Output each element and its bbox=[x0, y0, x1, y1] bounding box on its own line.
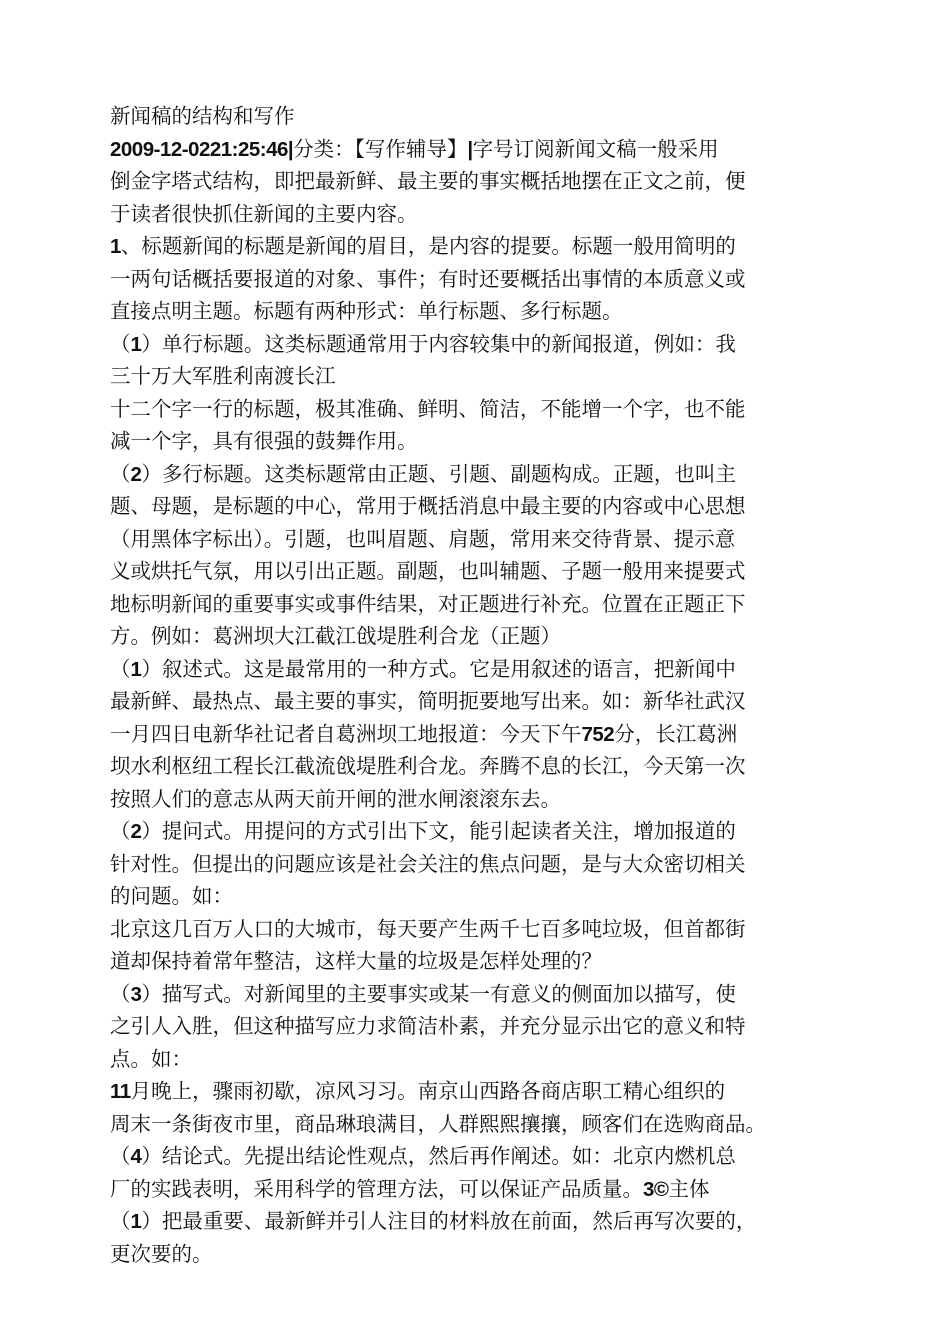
post-category: 分类：【写作辅导】 bbox=[293, 136, 468, 161]
text-line: 义或烘托气氛，用以引出正题。副题，也叫辅题、子题一般用来提要式 bbox=[110, 559, 746, 583]
item-number: 2 bbox=[130, 462, 142, 486]
text-span: ）把最重要、最新鲜并引人注目的材料放在前面，然后再写次要的， bbox=[141, 1209, 757, 1233]
text-span: ）描写式。对新闻里的主要事实或某一有意义的侧面加以描写，使 bbox=[141, 981, 736, 1006]
item-number: 1 bbox=[130, 332, 142, 356]
text-line: 的问题。如： bbox=[110, 884, 233, 908]
text-line: 三十万大军胜利南渡长江 bbox=[110, 364, 336, 388]
text-line: 直接点明主题。标题有两种形式：单行标题、多行标题。 bbox=[110, 299, 623, 323]
document-title: 新闻稿的结构和写作 bbox=[110, 104, 295, 128]
meta-rest: 字号订阅新闻文稿一般采用 bbox=[472, 136, 719, 161]
text-line bbox=[110, 328, 845, 361]
item-number: 4 bbox=[130, 1145, 142, 1168]
item-number: 2 bbox=[130, 820, 142, 843]
text-line: 倒金字塔式结构，即把最新鲜、最主要的事实概括地摆在正文之前，便 bbox=[110, 169, 746, 193]
text-line: 按照人们的意志从两天前开闸的泄水闸滚滚东去。 bbox=[110, 786, 561, 811]
separator: | bbox=[467, 137, 473, 161]
item-number: 3 bbox=[130, 982, 142, 1006]
text-line: 题、母题，是标题的中心，常用于概括消息中最主要的内容或中心思想 bbox=[110, 494, 746, 518]
text-line: 地标明新闻的重要事实或事件结果，对正题进行补充。位置在正题正下 bbox=[110, 591, 746, 616]
post-datetime: 2009-12-0221:25:46| bbox=[110, 137, 294, 161]
text-line: 之引人入胜，但这种描写应力求简洁朴素，并充分显示出它的意义和特 bbox=[110, 1014, 746, 1038]
text-span: ）多行标题。这类标题常由正题、引题、副题构成。正题，也叫主 bbox=[141, 461, 736, 486]
text-line bbox=[110, 458, 845, 491]
text-line bbox=[110, 230, 845, 263]
paren: （ bbox=[110, 656, 131, 681]
text-line: 方。例如：葛洲坝大江截江戗堤胜利合龙（正题） bbox=[110, 624, 561, 648]
paren: （ bbox=[110, 1144, 131, 1168]
text-line bbox=[110, 978, 845, 1011]
text-line bbox=[110, 718, 845, 751]
text-line: 更次要的。 bbox=[110, 1241, 213, 1266]
text-line: 减一个字，具有很强的鼓舞作用。 bbox=[110, 429, 418, 453]
time-number: 752 bbox=[581, 722, 615, 746]
section-number: 1 bbox=[110, 235, 121, 258]
text-span: ）叙述式。这是最常用的一种方式。它是用叙述的语言，把新闻中 bbox=[141, 656, 736, 681]
paren: （ bbox=[110, 981, 131, 1006]
item-number: 1 bbox=[130, 657, 142, 681]
text-line bbox=[110, 1075, 845, 1108]
text-span: 月晚上，骤雨初歇，凉风习习。南京山西路各商店职工精心组织的 bbox=[130, 1079, 726, 1103]
paren: （ bbox=[110, 461, 131, 486]
text-line bbox=[110, 1205, 845, 1238]
text-line: 北京这几百万人口的大城市，每天要产生两千七百多吨垃圾，但首都街 bbox=[110, 916, 746, 941]
text-line bbox=[110, 653, 845, 686]
text-line bbox=[110, 1173, 845, 1206]
month-number: 11 bbox=[110, 1080, 131, 1103]
text-line bbox=[110, 815, 845, 848]
paren: （ bbox=[110, 1209, 131, 1233]
text-line: 周末一条街夜市里，商品琳琅满目，人群熙熙攘攘，顾客们在选购商品。 bbox=[110, 1111, 766, 1136]
item-number: 1 bbox=[130, 1210, 142, 1233]
text-span: 一月四日电新华社记者自葛洲坝工地报道：今天下午 bbox=[110, 721, 582, 746]
text-line: 于读者很快抓住新闻的主要内容。 bbox=[110, 201, 418, 226]
text-span: ）单行标题。这类标题通常用于内容较集中的新闻报道，例如：我 bbox=[141, 331, 736, 356]
text-line: 点。如： bbox=[110, 1046, 192, 1071]
text-span: ）提问式。用提问的方式引出下文，能引起读者关注，增加报道的 bbox=[141, 819, 736, 843]
text-span: 分，长江葛洲 bbox=[614, 721, 738, 746]
text-line: 一两句话概括要报道的对象、事件；有时还要概括出事情的本质意义或 bbox=[110, 266, 746, 291]
paren: （ bbox=[110, 819, 131, 843]
text-line: 道却保持着常年整洁，这样大量的垃圾是怎样处理的？ bbox=[110, 949, 602, 973]
document-body bbox=[110, 100, 845, 1270]
paren: （ bbox=[110, 331, 131, 356]
text-line bbox=[110, 1140, 845, 1173]
text-span: 主体 bbox=[668, 1176, 710, 1201]
text-span: 厂的实践表明，采用科学的管理方法，可以保证产品质量。 bbox=[110, 1176, 643, 1201]
text-line: （用黑体字标出）。引题，也叫眉题、肩题，常用来交待背景、提示意 bbox=[110, 526, 736, 551]
section-number: 3© bbox=[643, 1177, 669, 1201]
text-line: 针对性。但提出的问题应该是社会关注的焦点问题，是与大众密切相关 bbox=[110, 851, 746, 876]
text-span: ）结论式。先提出结论性观点，然后再作阐述。如：北京内燃机总 bbox=[141, 1144, 736, 1168]
text-line: 十二个字一行的标题，极其准确、鲜明、简洁，不能增一个字，也不能 bbox=[110, 396, 746, 421]
text-span: 、标题新闻的标题是新闻的眉目，是内容的提要。标题一般用简明的 bbox=[120, 234, 736, 258]
text-line: 坝水利枢纽工程长江截流戗堤胜利合龙。奔腾不息的长江，今天第一次 bbox=[110, 754, 746, 778]
text-line: 最新鲜、最热点、最主要的事实，简明扼要地写出来。如：新华社武汉 bbox=[110, 689, 746, 713]
meta-line bbox=[110, 133, 845, 166]
